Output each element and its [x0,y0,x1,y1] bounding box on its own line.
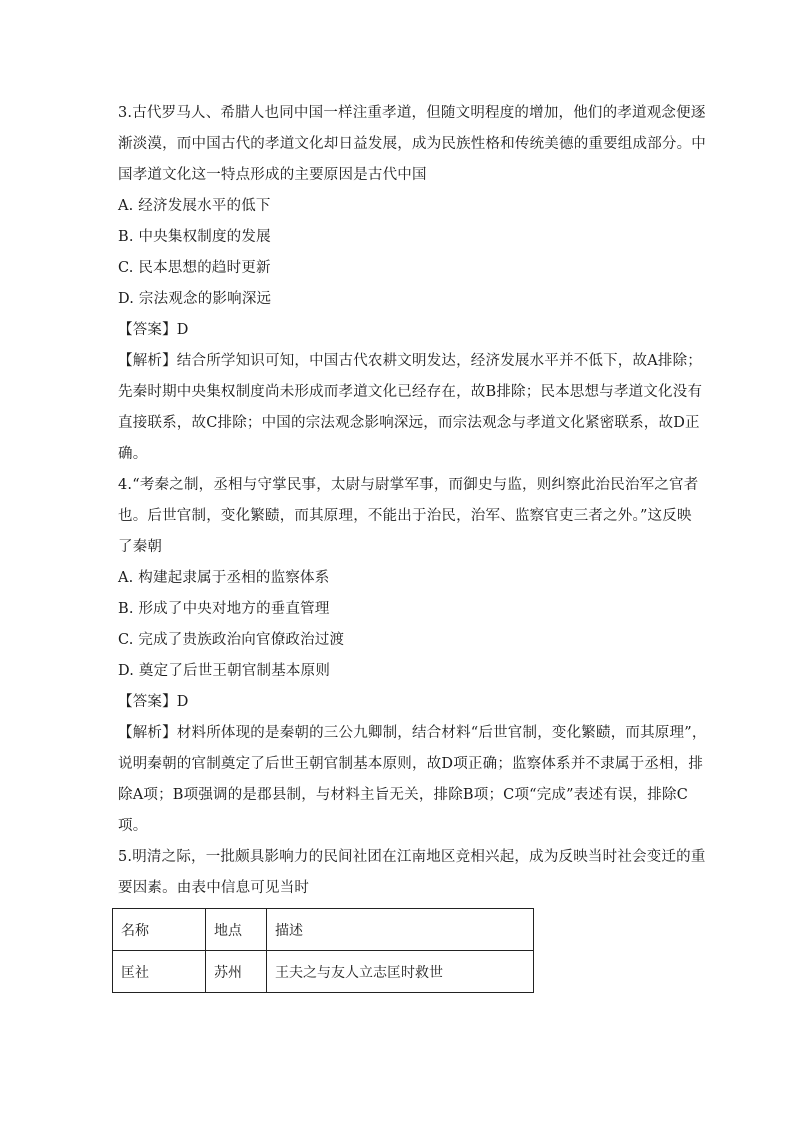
q4-option-c: C. 完成了贵族政治向官僚政治过渡 [118,632,345,648]
q3-analysis-line-1: 【解析】结合所学知识可知，中国古代农耕文明发达，经济发展水平并不低下，故A排除； [118,353,702,369]
q3-stem-line-2: 渐淡漠，而中国古代的孝道文化却日益发展，成为民族性格和传统美德的重要组成部分。中 [118,136,706,152]
q4-analysis-line-1: 【解析】材料所体现的是秦朝的三公九卿制，结合材料“后世官制，变化繁赜，而其原理”， [118,725,707,741]
q3-option-d: D. 宗法观念的影响深远 [118,291,272,307]
q4-answer: 【答案】D [118,694,189,710]
society-table [112,908,534,993]
q3-analysis-line-4: 确。 [118,446,148,462]
q3-option-c: C. 民本思想的趋时更新 [118,260,271,276]
q4-option-b: B. 形成了中央对地方的垂直管理 [118,601,330,617]
q4-analysis-line-4: 项。 [118,818,148,834]
q4-stem-line-3: 了秦朝 [118,539,163,555]
q3-answer: 【答案】D [118,322,189,338]
q3-stem-line-1: 3.古代罗马人、希腊人也同中国一样注重孝道，但随文明程度的增加，他们的孝道观念便逐 [118,105,706,121]
table-header-row [113,909,534,951]
q4-analysis-line-3: 除A项；B项强调的是郡县制，与材料主旨无关，排除B项；C项“完成”表述有误，排除C [118,787,688,803]
question-text [118,98,707,904]
table-row [113,951,534,993]
q3-analysis-line-3: 直接联系，故C排除；中国的宗法观念影响深远，而宗法观念与孝道文化紧密联系，故D正 [118,415,700,431]
table-header-name: 名称 [113,909,206,951]
table-cell-description: 王夫之与友人立志匡时救世 [267,951,534,993]
q3-option-b: B. 中央集权制度的发展 [118,229,271,245]
q5-stem-line-1: 5.明清之际，一批颇具影响力的民间社团在江南地区竞相兴起，成为反映当时社会变迁的重 [118,849,706,865]
q5-stem-line-2: 要因素。由表中信息可见当时 [118,880,310,896]
q3-stem-line-3: 国孝道文化这一特点形成的主要原因是古代中国 [118,167,427,183]
table-header-place: 地点 [206,909,267,951]
table-cell-place: 苏州 [206,951,267,993]
q4-stem-line-1: 4.“考秦之制，丞相与守掌民事，太尉与尉掌军事，而御史与监，则纠察此治民治军之官者 [118,477,699,493]
q3-analysis-line-2: 先秦时期中央集权制度尚未形成而孝道文化已经存在，故B排除；民本思想与孝道文化没有 [118,384,703,400]
q4-option-a: A. 构建起隶属于丞相的监察体系 [118,570,330,586]
q3-option-a: A. 经济发展水平的低下 [118,198,271,214]
q4-analysis-line-2: 说明秦朝的官制奠定了后世王朝官制基本原则，故D项正确；监察体系并不隶属于丞相，排 [118,756,704,772]
table-cell-name: 匡社 [113,951,206,993]
q4-option-d: D. 奠定了后世王朝官制基本原则 [118,663,331,679]
table-header-description: 描述 [267,909,534,951]
q4-stem-line-2: 也。后世官制，变化繁赜，而其原理，不能出于治民，治军、监察官吏三者之外。”这反映 [118,508,692,524]
